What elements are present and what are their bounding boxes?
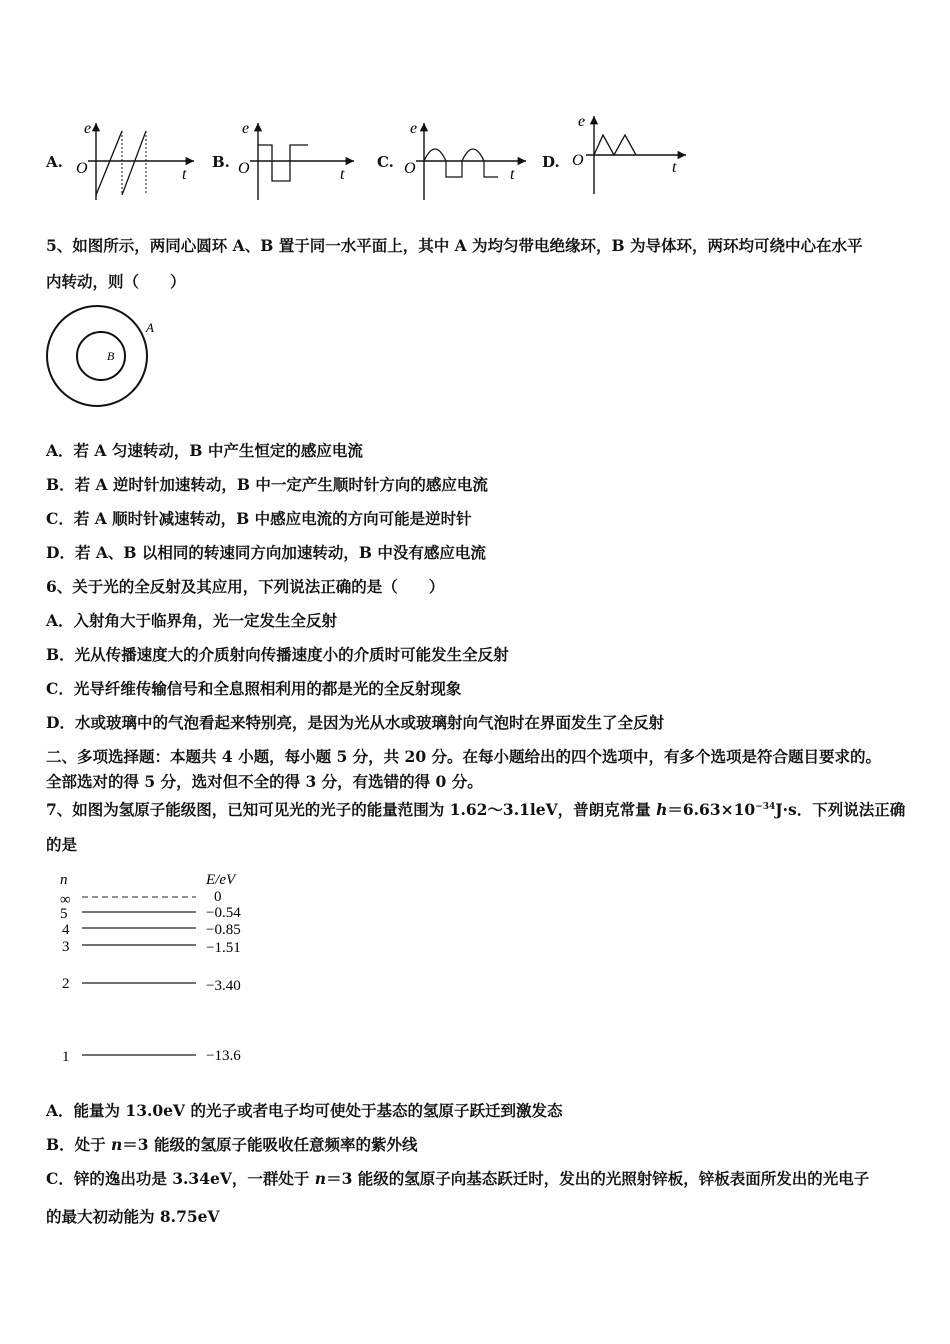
q5-option-d: D．若 A、B 以相同的转速同方向加速转动，B 中没有感应电流	[46, 543, 486, 562]
q7-option-c-part2: ＝3 能级的氢原子向基态跃迁时，发出的光照射锌板，锌板表面所发出的光电子	[326, 1169, 870, 1188]
q7-option-c	[46, 1169, 869, 1189]
axis-e-label: e	[242, 120, 250, 137]
triangle-wave	[594, 135, 636, 155]
quantum-number-n: n	[314, 1169, 327, 1188]
level-n-inf: ∞	[60, 892, 71, 908]
q5-option-a: A．若 A 匀速转动，B 中产生恒定的感应电流	[46, 441, 363, 460]
q7-option-a: A．能量为 13.0eV 的光子或者电子均可使处于基态的氢原子跃迁到激发态	[46, 1101, 563, 1120]
axis-e-label: e	[578, 113, 586, 130]
q5-concentric-rings-figure	[44, 300, 164, 418]
axis-t-label: t	[182, 166, 187, 183]
q6-option-c: C．光导纤维传输信号和全息照相利用的都是光的全反射现象	[46, 679, 462, 698]
axis-t-label: t	[510, 166, 515, 183]
q4-graph-a	[74, 115, 202, 203]
sawtooth-rise-2	[122, 131, 146, 195]
q4-graph-d	[570, 110, 694, 202]
level-n-2: 2	[62, 976, 70, 992]
hydrogen-energy-level-diagram	[52, 866, 262, 1070]
level-e-1: −13.6	[206, 1048, 241, 1064]
half-wave-1	[424, 149, 446, 161]
q5-option-c: C．若 A 顺时针减速转动，B 中感应电流的方向可能是逆时针	[46, 509, 472, 528]
section2-line2: 全部选对的得 5 分，选对但不全的得 3 分，有选错的得 0 分。	[46, 772, 483, 791]
half-wave-2	[462, 149, 484, 161]
negative-pulse-1	[446, 161, 462, 177]
q7-stem-line1	[46, 797, 905, 820]
section2-line1: 二、多项选择题：本题共 4 小题，每小题 5 分，共 20 分。在每小题给出的四个选项中，有多个选项是符合题目要求的。	[46, 747, 882, 766]
ring-b	[77, 332, 125, 380]
axis-o-label: O	[238, 160, 250, 177]
level-n-4: 4	[62, 922, 70, 938]
planck-symbol: h	[656, 800, 668, 820]
level-e-2: −3.40	[206, 978, 241, 994]
q6-option-b: B．光从传播速度大的介质射向传播速度小的介质时可能发生全反射	[46, 645, 509, 664]
q5-option-b: B．若 A 逆时针加速转动，B 中一定产生顺时针方向的感应电流	[46, 475, 488, 494]
axis-o-label: O	[76, 160, 88, 177]
q4-option-d-label: D.	[542, 153, 560, 171]
axis-t-label: t	[340, 166, 345, 183]
level-n-1: 1	[62, 1049, 70, 1065]
axis-o-label: O	[404, 160, 416, 177]
q4-option-b-label: B.	[212, 153, 230, 171]
q4-option-c-label: C.	[377, 153, 394, 171]
level-e-3: −1.51	[206, 940, 241, 956]
level-n-5: 5	[60, 906, 68, 922]
negative-pulse-2	[484, 161, 498, 177]
q6-option-a: A．入射角大于临界角，光一定发生全反射	[46, 611, 338, 630]
q5-stem-line1: 5、如图所示，两同心圆环 A、B 置于同一水平面上，其中 A 为均匀带电绝缘环，B 为导体环，两环均可绕中心在水平	[46, 236, 863, 255]
n-header: n	[60, 872, 68, 888]
square-wave	[258, 145, 308, 181]
axis-e-label: e	[410, 120, 418, 137]
q7-stem-part1: 7、如图为氢原子能级图，已知可见光的光子的能量范围为 1.62～3.1leV，普朗克常量	[46, 800, 657, 820]
q7-option-b-part1: B．处于	[46, 1135, 111, 1154]
level-n-3: 3	[62, 939, 70, 955]
q7-stem-part2: ＝6.63×10	[667, 800, 756, 820]
q7-option-b	[46, 1135, 417, 1155]
quantum-number-n: n	[111, 1135, 123, 1154]
q7-stem-line2: 的是	[46, 835, 78, 854]
axis-t-label: t	[672, 159, 677, 176]
q6-option-d: D．水或玻璃中的气泡看起来特别亮，是因为光从水或玻璃射向气泡时在界面发生了全反射	[46, 713, 664, 732]
ring-a	[47, 306, 147, 406]
level-e-4: −0.85	[206, 922, 241, 938]
axis-e-label: e	[84, 120, 92, 137]
energy-header: E/eV	[206, 872, 236, 888]
q5-stem-line2: 内转动，则（ ）	[46, 272, 186, 291]
q7-option-c-part1: C．锌的逸出功是 3.34eV，一群处于	[46, 1169, 315, 1188]
q7-stem-part3: J·s．下列说法正确	[775, 800, 906, 820]
axis-o-label: O	[572, 152, 584, 169]
q6-stem: 6、关于光的全反射及其应用，下列说法正确的是（ ）	[46, 577, 445, 596]
ring-b-label: B	[107, 349, 115, 363]
q7-option-b-part2: ＝3 能级的氢原子能吸收任意频率的紫外线	[122, 1135, 418, 1154]
q4-option-a-label: A.	[46, 153, 63, 171]
q4-graph-c	[400, 115, 532, 203]
sawtooth-rise-1	[96, 131, 122, 195]
level-e-5: −0.54	[206, 905, 241, 921]
q7-option-c-line2: 的最大初动能为 8.75eV	[46, 1207, 220, 1226]
level-e-inf: 0	[214, 889, 222, 905]
ring-a-label: A	[146, 320, 154, 335]
planck-exponent: −34	[755, 802, 776, 812]
q4-graph-b	[236, 115, 364, 203]
